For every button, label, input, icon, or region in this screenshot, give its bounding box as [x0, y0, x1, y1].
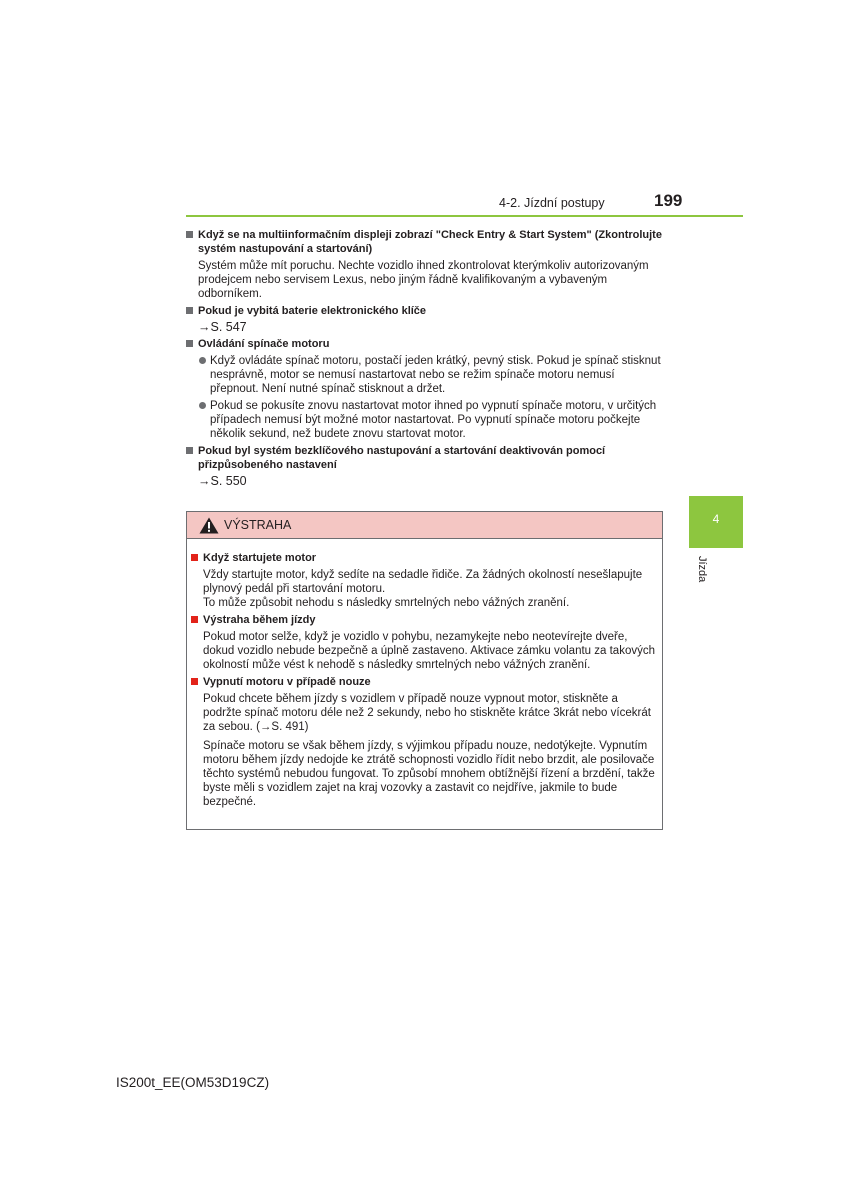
- circle-bullet-icon: [199, 402, 206, 409]
- circle-bullet-icon: [199, 357, 206, 364]
- warning-paragraph: Pokud motor selže, když je vozidlo v pohybu, nezamykejte nebo neotevírejte dveře, dokud vozidlo nebude bezpečně a úplně zastaveno. Aktivace zámku volantu za takových okolností může vést k nehodě s následky smrtelných nebo vážných zranění.: [203, 631, 655, 671]
- header-divider: [186, 215, 743, 217]
- page-number: 199: [654, 191, 683, 210]
- square-bullet-icon: [186, 340, 193, 347]
- heading-key-battery: Pokud je vybitá baterie elektronického klíče: [186, 304, 663, 318]
- red-square-bullet-icon: [191, 678, 198, 685]
- chapter-tab: [689, 496, 743, 548]
- warning-paragraph: Pokud chcete během jízdy s vozidlem v případě nouze vypnout motor, stiskněte a podržte spínač motoru déle než 2 sekundy, nebo ho stiskněte krátce 3krát nebo vícekrát za sebou. (→S. 491): [203, 693, 651, 733]
- warning-box: [186, 511, 663, 830]
- page-reference: →S. 547: [198, 320, 247, 334]
- square-bullet-icon: [186, 447, 193, 454]
- warning-body: [191, 548, 656, 809]
- main-content: [186, 225, 663, 488]
- heading-check-entry: Když se na multiinformačním displeji zobrazí "Check Entry & Start System" (Zkontrolujte systém nastupování a startování): [186, 228, 663, 256]
- warning-heading-starting: Když startujete motor: [191, 551, 656, 565]
- list-item: Pokud se pokusíte znovu nastartovat motor ihned po vypnutí spínače motoru, v určitých případech nemusí být možné motor nastartovat. Po vypnutí spínače motoru počkejte několik sekund, než budete znovu startovat motor.: [186, 399, 663, 441]
- warning-paragraph: Vždy startujte motor, když sedíte na sedadle řidiče. Za žádných okolností nesešlapujte plynový pedál při startování motoru.: [203, 569, 643, 595]
- heading-engine-switch: Ovládání spínače motoru: [186, 337, 663, 351]
- warning-heading-emergency: Vypnutí motoru v případě nouze: [191, 675, 656, 689]
- square-bullet-icon: [186, 231, 193, 238]
- warning-title: VÝSTRAHA: [224, 518, 292, 532]
- section-title: 4-2. Jízdní postupy: [499, 196, 605, 210]
- page-reference: →S. 550: [198, 474, 247, 488]
- red-square-bullet-icon: [191, 554, 198, 561]
- chapter-number: 4: [712, 512, 720, 526]
- warning-triangle-icon: [199, 517, 219, 534]
- red-square-bullet-icon: [191, 616, 198, 623]
- square-bullet-icon: [186, 307, 193, 314]
- document-code: IS200t_EE(OM53D19CZ): [116, 1075, 270, 1090]
- paragraph-check-entry: Systém může mít poruchu. Nechte vozidlo ihned zkontrolovat kterýmkoliv autorizovaným prodejcem nebo servisem Lexus, nebo jiným řádně kvalifikovaným a vybaveným odborníkem.: [198, 260, 649, 300]
- list-item: Když ovládáte spínač motoru, postačí jeden krátký, pevný stisk. Pokud je spínač stisknut nesprávně, motor se nemusí nastartovat nebo se režim spínače motoru nemusí přepnout. Není nutné spínač stisknout a držet.: [186, 354, 663, 396]
- chapter-label: Jízda: [696, 556, 708, 583]
- heading-keyless-disabled: Pokud byl systém bezklíčového nastupování a startování deaktivován pomocí přizpůsobeného nastavení: [186, 444, 663, 472]
- warning-heading-driving: Výstraha během jízdy: [191, 613, 656, 627]
- warning-header: [187, 512, 662, 539]
- warning-paragraph: To může způsobit nehodu s následky smrtelných nebo vážných zranění.: [203, 597, 570, 609]
- warning-paragraph: Spínače motoru se však během jízdy, s výjimkou případu nouze, nedotýkejte. Vypnutím motoru během jízdy nedojde ke ztrátě schopnosti vozidlo řídit nebo brzdit, ale posilovače těchto systémů nebudou fungovat. To způsobí mnohem obtížnější řízení a brzdění, takže byste měli s vozidlem zajet na kraj vozovky a zastavit co nejdříve, jakmile to bude bezpečné.: [203, 740, 655, 808]
